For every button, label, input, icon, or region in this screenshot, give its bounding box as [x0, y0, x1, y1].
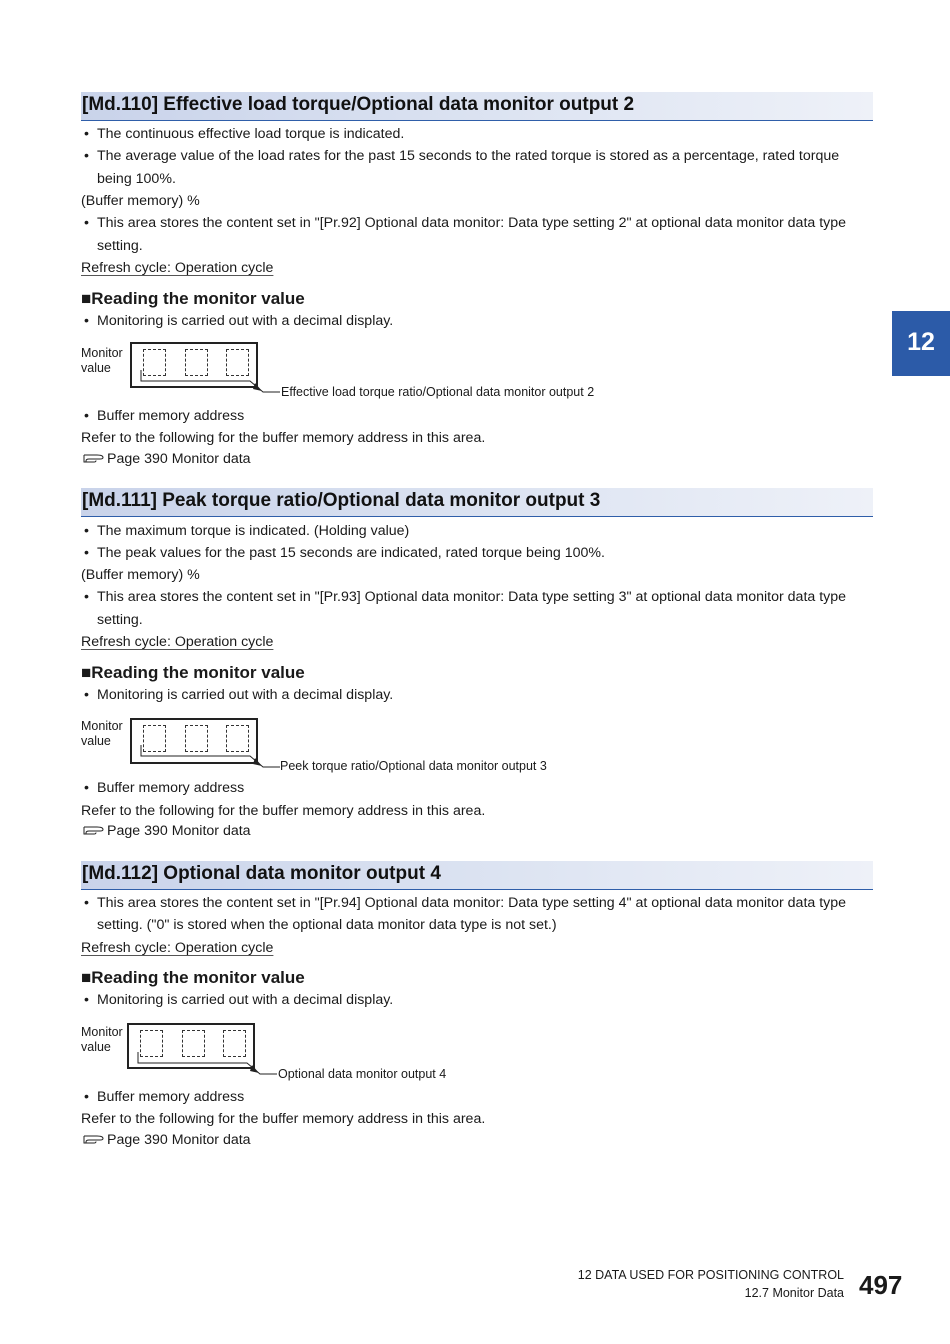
monitor-label: Monitor value [81, 346, 123, 375]
bullet-item: • This area stores the content set in "[Pr.93] Optional data monitor: Data type setting 3" at optional data monitor data type [84, 589, 847, 605]
refresh-cycle: Refresh cycle: Operation cycle [81, 940, 274, 956]
bullet-item: • Buffer memory address [84, 408, 245, 424]
page-number: 497 [859, 1270, 903, 1300]
monitor-caption: Peek torque ratio/Optional data monitor output 3 [280, 759, 547, 773]
footer-section: 12.7 Monitor Data [744, 1286, 844, 1300]
bullet-continuation: setting. [97, 238, 143, 254]
section-heading [81, 92, 873, 121]
bullet-continuation: being 100%. [97, 171, 176, 187]
page-reference-link[interactable]: Page 390 Monitor data [83, 451, 251, 467]
bullet-item: • The average value of the load rates for the past 15 seconds to the rated torque is stored as a percentage, rated torque [84, 148, 840, 164]
pointing-hand-icon [83, 1132, 107, 1148]
refer-text: Refer to the following for the buffer memory address in this area. [81, 1111, 486, 1127]
bullet-item: • Buffer memory address [84, 780, 245, 796]
reading-heading: ■Reading the monitor value [81, 289, 305, 308]
monitor-caption: Effective load torque ratio/Optional data monitor output 2 [281, 385, 595, 399]
page-reference-link[interactable]: Page 390 Monitor data [83, 1132, 251, 1148]
monitor-label: Monitor value [81, 1025, 123, 1054]
bullet-item: • The continuous effective load torque is indicated. [84, 126, 405, 142]
bullet-item: • The maximum torque is indicated. (Holding value) [84, 523, 410, 539]
footer-chapter: 12 DATA USED FOR POSITIONING CONTROL [577, 1268, 844, 1282]
refresh-cycle: Refresh cycle: Operation cycle [81, 260, 274, 276]
bullet-item: • Monitoring is carried out with a decimal display. [84, 687, 394, 703]
section-heading-text: [Md.112] Optional data monitor output 4 [82, 863, 441, 884]
bullet-item: • The peak values for the past 15 seconds are indicated, rated torque being 100%. [84, 545, 605, 561]
leader-line [138, 745, 283, 775]
section-heading-text: [Md.111] Peak torque ratio/Optional data monitor output 3 [82, 490, 601, 511]
section-heading [81, 488, 873, 517]
leader-line [135, 1052, 280, 1082]
pointing-hand-icon [83, 823, 107, 839]
bullet-item: • Buffer memory address [84, 1089, 245, 1105]
leader-line [138, 370, 283, 400]
monitor-caption: Optional data monitor output 4 [278, 1067, 447, 1081]
bullet-item: • Monitoring is carried out with a decimal display. [84, 992, 394, 1008]
section-heading-text: [Md.110] Effective load torque/Optional data monitor output 2 [82, 94, 635, 115]
monitor-label: Monitor value [81, 719, 123, 748]
bullet-item: • This area stores the content set in "[Pr.92] Optional data monitor: Data type setting 2" at optional data monitor data type [84, 215, 847, 231]
refresh-cycle: Refresh cycle: Operation cycle [81, 634, 274, 650]
pointing-hand-icon [83, 451, 107, 467]
bullet-continuation: setting. ("0" is stored when the optional data monitor data type is not set.) [97, 917, 557, 933]
bullet-item: • Monitoring is carried out with a decimal display. [84, 313, 394, 329]
section-heading [81, 861, 873, 890]
page-reference-link[interactable]: Page 390 Monitor data [83, 823, 251, 839]
buffer-unit: (Buffer memory) % [81, 193, 200, 209]
bullet-item: • This area stores the content set in "[Pr.94] Optional data monitor: Data type setting 4" at optional data monitor data type [84, 895, 847, 911]
refer-text: Refer to the following for the buffer memory address in this area. [81, 430, 486, 446]
reading-heading: ■Reading the monitor value [81, 968, 305, 987]
reading-heading: ■Reading the monitor value [81, 663, 305, 682]
chapter-tab: 12 [892, 311, 950, 376]
buffer-unit: (Buffer memory) % [81, 567, 200, 583]
refer-text: Refer to the following for the buffer memory address in this area. [81, 803, 486, 819]
bullet-continuation: setting. [97, 612, 143, 628]
